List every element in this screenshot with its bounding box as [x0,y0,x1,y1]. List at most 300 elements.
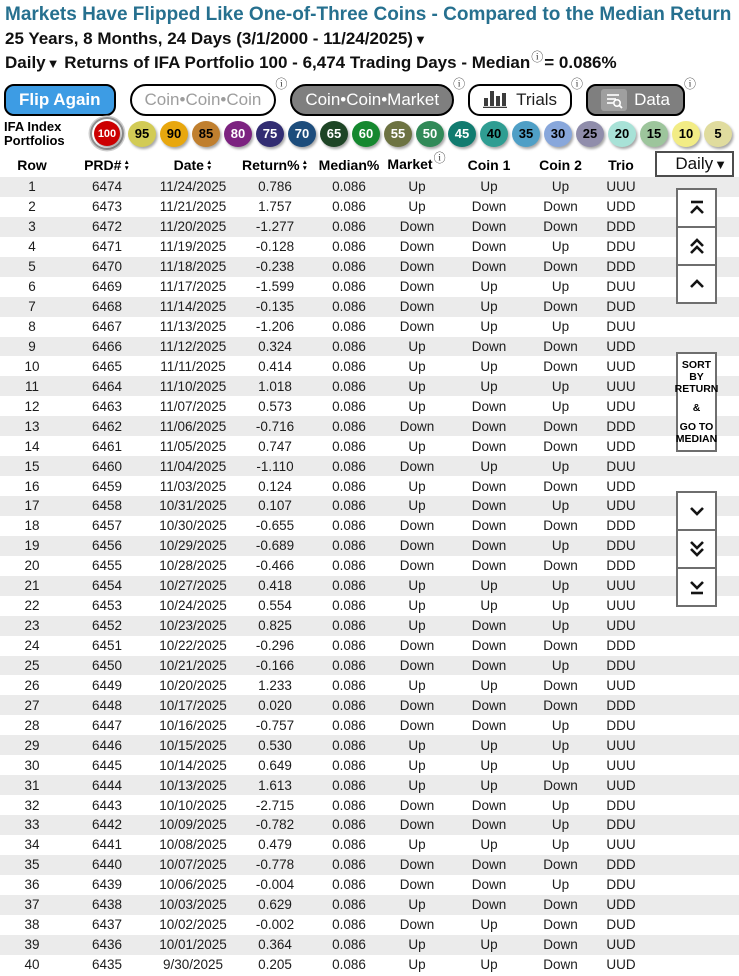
cell-date: 10/06/2025 [159,877,227,893]
sort-by-return-button[interactable]: SORT BY RETURN & GO TO MEDIAN [676,352,717,452]
cell-trio: UUU [606,179,636,195]
cell-spacer [649,775,739,795]
document-search-icon [601,89,627,111]
cell-median: 0.086 [332,618,366,634]
cell-return: 0.414 [258,358,292,374]
cell-return: -0.128 [255,239,295,255]
cell-spacer [649,875,739,895]
data-button[interactable] [586,84,685,116]
scroll-down-button[interactable] [676,491,717,531]
table-row [0,955,739,975]
cell-prd: 6447 [91,717,123,733]
cell-median: 0.086 [332,498,366,514]
cell-prd: 6440 [91,857,123,873]
table-row [0,476,739,496]
cell-median: 0.086 [332,757,366,773]
cell-median: 0.086 [332,398,366,414]
cell-coin1: Up [480,777,498,793]
cell-coin1: Up [480,378,498,394]
cell-row: 34 [24,837,40,853]
cell-trio: DDU [606,657,636,673]
cell-median: 0.086 [332,777,366,793]
cell-coin2: Down [543,917,578,933]
cell-coin2: Up [551,398,570,414]
cell-coin2: Down [543,358,578,374]
cell-median: 0.086 [332,937,366,953]
cell-market: Up [408,398,426,414]
info-icon[interactable]: ⓘ [571,77,584,91]
cell-date: 10/29/2025 [159,538,227,554]
coin-coin-market-button[interactable]: Coin•Coin•Market [290,84,454,116]
cell-market: Down [399,717,435,733]
cell-return: 0.364 [258,937,292,953]
cell-coin2: Down [543,199,578,215]
cell-median: 0.086 [332,179,366,195]
cell-coin1: Down [471,239,507,255]
cell-row: 14 [24,438,40,454]
cell-coin1: Down [471,717,507,733]
portfolio-selector [4,117,732,150]
table-row [0,396,739,416]
table-row [0,815,739,835]
cell-spacer [649,456,739,476]
table-row [0,337,739,357]
cell-trio: DDD [606,418,636,434]
cell-coin1: Up [480,737,498,753]
table-row [0,735,739,755]
cell-date: 10/15/2025 [159,737,227,753]
scroll-top-button[interactable] [676,188,717,228]
cell-date: 11/07/2025 [159,398,227,414]
cell-prd: 6461 [91,438,123,454]
portfolio-40[interactable]: 40 [480,121,508,147]
cell-trio: UDU [606,398,636,414]
cell-spacer [649,695,739,715]
cell-date: 10/22/2025 [159,638,227,654]
cell-trio: DDD [606,638,636,654]
table-row [0,755,739,775]
coin-coin-coin-button[interactable]: Coin•Coin•Coin [130,84,277,116]
cell-trio: DDD [606,697,636,713]
cell-coin2: Up [551,817,570,833]
cell-market: Down [399,657,435,673]
cell-date: 10/21/2025 [159,657,227,673]
caret-down-icon: ▼ [413,32,427,47]
cell-return: -0.135 [255,299,295,315]
cell-median: 0.086 [332,857,366,873]
cell-return: 0.554 [258,598,292,614]
cell-prd: 6462 [91,418,123,434]
table-row [0,317,739,337]
cell-coin2: Up [551,877,570,893]
cell-market: Down [399,558,435,574]
cell-coin2: Down [543,957,578,973]
cell-median: 0.086 [332,837,366,853]
cell-market: Down [399,418,435,434]
cell-coin1: Down [471,797,507,813]
cell-median: 0.086 [332,358,366,374]
cell-return: -0.004 [255,877,295,893]
cell-prd: 6436 [91,937,123,953]
cell-median: 0.086 [332,638,366,654]
cell-prd: 6450 [91,657,123,673]
cell-prd: 6473 [91,199,123,215]
cell-market: Up [408,837,426,853]
cell-market: Down [399,817,435,833]
cell-market: Down [399,259,435,275]
table-row [0,795,739,815]
cell-return: -0.166 [255,657,295,673]
caret-down-icon: ▼ [46,56,60,71]
cell-coin1: Up [480,578,498,594]
cell-median: 0.086 [332,438,366,454]
cell-spacer [649,835,739,855]
cell-row: 6 [28,279,36,295]
table-row [0,616,739,636]
cell-coin2: Up [551,598,570,614]
table-row [0,636,739,656]
cell-coin2: Up [551,657,570,673]
trials-button[interactable] [468,84,572,116]
flip-again-button[interactable]: Flip Again [4,84,116,116]
cell-trio: UDU [606,498,636,514]
cell-coin1: Down [471,338,507,354]
cell-median: 0.086 [332,797,366,813]
table-row [0,436,739,456]
info-icon[interactable]: ⓘ [275,77,288,91]
table-row [0,576,739,596]
cell-trio: UDD [606,478,636,494]
cell-prd: 6437 [91,917,123,933]
cell-median: 0.086 [332,538,366,554]
table-row [0,356,739,376]
portfolio-5[interactable]: 5 [704,121,732,147]
portfolio-75[interactable]: 75 [256,121,284,147]
info-icon[interactable]: ⓘ [453,77,466,91]
cell-row: 18 [24,518,40,534]
cell-coin1: Up [480,837,498,853]
cell-return: -0.655 [255,518,295,534]
cell-market: Up [408,618,426,634]
table-row [0,656,739,676]
column-header-prd[interactable]: PRD# ▲ ▼ [84,156,130,173]
scroll-down-group [676,491,717,607]
cell-prd: 6460 [91,458,123,474]
cell-date: 9/30/2025 [162,957,224,973]
chevron-down-bar-icon [686,576,708,598]
cell-market: Up [408,199,426,215]
cell-prd: 6443 [91,797,123,813]
cell-trio: UDD [606,338,636,354]
table-row [0,376,739,396]
cell-trio: DDU [606,797,636,813]
portfolio-45[interactable]: 45 [448,121,476,147]
cell-return: 1.757 [258,199,292,215]
period-summary[interactable] [5,27,735,51]
cell-row: 1 [28,179,36,195]
sort-icon: ▲ ▼ [123,159,130,172]
cell-coin2: Up [551,757,570,773]
median-value: = 0.086% [544,53,617,72]
period-text: 25 Years, 8 Months, 24 Days (3/1/2000 - 11/24/2025) [5,29,413,48]
table-body [0,177,739,975]
cell-return: 0.479 [258,837,292,853]
cell-market: Up [408,578,426,594]
cell-coin1: Down [471,618,507,634]
cell-median: 0.086 [332,817,366,833]
cell-date: 10/17/2025 [159,697,227,713]
page-down-button[interactable] [676,529,717,569]
info-icon[interactable]: ⓘ [683,77,696,91]
portfolio-55[interactable]: 55 [384,121,412,147]
cell-coin2: Down [543,338,578,354]
chevron-up-bar-icon [686,197,708,219]
cell-return: -0.757 [255,717,295,733]
cell-row: 13 [24,418,40,434]
column-header-trio: Trio [608,156,634,173]
cell-date: 11/11/2025 [160,358,226,374]
portfolio-90[interactable]: 90 [160,121,188,147]
cell-market: Up [408,737,426,753]
returns-summary [5,51,735,76]
portfolio-100[interactable]: 100 [94,121,120,146]
cell-prd: 6444 [91,777,123,793]
cell-row: 29 [24,737,40,753]
cell-spacer [649,735,739,755]
table-row [0,177,739,197]
column-header-date[interactable]: Date ▲ ▼ [173,156,213,173]
cell-coin1: Up [480,598,498,614]
cell-spacer [649,755,739,775]
cell-trio: UUU [606,837,636,853]
table-row [0,835,739,855]
table-row [0,536,739,556]
sort-icon: ▲ ▼ [301,159,308,172]
cell-return: -0.238 [255,259,295,275]
cell-return: 1.613 [258,777,292,793]
cell-coin2: Up [551,618,570,634]
cell-row: 31 [24,777,40,793]
cell-spacer [649,855,739,875]
cell-trio: UUD [606,358,636,374]
cell-market: Up [408,757,426,773]
cell-prd: 6463 [91,398,123,414]
cell-coin2: Down [543,937,578,953]
table-row [0,237,739,257]
cell-coin1: Down [471,697,507,713]
cell-market: Up [408,438,426,454]
caret-down-icon: ▼ [714,156,727,172]
cell-row: 26 [24,677,40,693]
cell-return: -0.296 [255,638,295,654]
portfolio-85[interactable]: 85 [192,121,220,147]
cell-row: 17 [24,498,40,514]
cell-row: 16 [24,478,40,494]
cell-prd: 6438 [91,897,123,913]
portfolio-95[interactable]: 95 [128,121,156,147]
cell-market: Down [399,518,435,534]
cell-median: 0.086 [332,279,366,295]
cell-coin1: Up [480,937,498,953]
cell-date: 11/24/2025 [159,179,227,195]
table-row [0,915,739,935]
cell-market: Up [408,598,426,614]
cell-row: 20 [24,558,40,574]
portfolio-60[interactable]: 60 [352,121,380,147]
cell-coin2: Up [551,797,570,813]
cell-median: 0.086 [332,558,366,574]
cell-coin1: Down [471,259,507,275]
cell-coin2: Up [551,737,570,753]
cell-market: Up [408,498,426,514]
market-info-icon[interactable]: ⓘ [433,151,446,165]
cell-market: Down [399,638,435,654]
page-header [5,2,735,76]
cell-market: Down [399,857,435,873]
cell-row: 25 [24,657,40,673]
cell-date: 10/14/2025 [159,757,227,773]
table-header-row [0,152,739,177]
cell-coin2: Up [551,279,570,295]
cell-trio: DDU [606,817,636,833]
cell-market: Up [408,179,426,195]
cell-trio: UDU [606,618,636,634]
cell-prd: 6457 [91,518,123,534]
cell-trio: DDD [606,219,636,235]
cell-date: 10/08/2025 [159,837,227,853]
cell-return: 0.825 [258,618,292,634]
cell-row: 23 [24,618,40,634]
cell-row: 12 [24,398,40,414]
column-header-market: Marketⓘ [387,151,446,172]
sort-icon: ▲ ▼ [205,159,213,172]
cell-market: Up [408,677,426,693]
cell-date: 10/20/2025 [159,677,227,693]
cell-trio: DUU [606,279,636,295]
portfolio-15[interactable]: 15 [640,121,668,147]
cell-row: 21 [24,578,40,594]
double-chevron-down-icon [686,538,708,560]
cell-coin1: Up [480,757,498,773]
cell-coin2: Down [543,418,578,434]
page-up-button[interactable] [676,226,717,266]
table-row [0,456,739,476]
cell-coin2: Up [551,717,570,733]
cell-date: 10/01/2025 [159,937,227,953]
table-frequency-dropdown[interactable]: Daily ▼ [655,151,734,177]
cell-median: 0.086 [332,259,366,275]
cell-coin1: Down [471,897,507,913]
cell-row: 38 [24,917,40,933]
cell-return: -2.715 [255,797,295,813]
column-header-return[interactable]: Return% ▲ ▼ [242,156,308,173]
table-row [0,715,739,735]
portfolio-80[interactable]: 80 [224,121,252,147]
portfolio-10[interactable]: 10 [672,121,700,147]
cell-median: 0.086 [332,239,366,255]
table-row [0,675,739,695]
frequency-dropdown[interactable]: Daily▼ [5,53,60,72]
median-info-icon[interactable]: ⓘ [531,50,544,64]
portfolio-30[interactable]: 30 [544,121,572,147]
toolbar [4,77,696,116]
portfolio-25[interactable]: 25 [576,121,604,147]
cell-median: 0.086 [332,697,366,713]
cell-date: 10/02/2025 [159,917,227,933]
cell-median: 0.086 [332,299,366,315]
cell-prd: 6446 [91,737,123,753]
portfolio-70[interactable]: 70 [288,121,316,147]
cell-coin1: Down [471,199,507,215]
cell-date: 11/18/2025 [159,259,227,275]
cell-median: 0.086 [332,578,366,594]
portfolio-20[interactable]: 20 [608,121,636,147]
cell-coin2: Down [543,897,578,913]
cell-coin1: Down [471,498,507,514]
cell-date: 10/10/2025 [159,797,227,813]
cell-prd: 6468 [91,299,123,315]
cell-return: 0.649 [258,757,292,773]
cell-date: 10/31/2025 [159,498,227,514]
cell-median: 0.086 [332,897,366,913]
cell-spacer [649,955,739,975]
cell-coin1: Up [480,179,498,195]
cell-prd: 6469 [91,279,123,295]
cell-market: Down [399,877,435,893]
cell-trio: UUU [606,757,636,773]
cell-prd: 6441 [91,837,123,853]
cell-market: Down [399,219,435,235]
scroll-up-button[interactable] [676,264,717,304]
cell-spacer [649,815,739,835]
cell-coin2: Down [543,219,578,235]
scroll-bottom-button[interactable] [676,567,717,607]
cell-trio: DUD [606,299,636,315]
cell-trio: DDD [606,558,636,574]
cell-prd: 6442 [91,817,123,833]
cell-row: 27 [24,697,40,713]
cell-date: 10/24/2025 [159,598,227,614]
portfolio-65[interactable]: 65 [320,121,348,147]
cell-median: 0.086 [332,917,366,933]
cell-date: 11/13/2025 [159,319,227,335]
cell-row: 40 [24,957,40,973]
data-label: Data [634,90,670,109]
cell-return: 0.020 [258,697,292,713]
cell-coin1: Down [471,418,507,434]
cell-date: 11/17/2025 [159,279,227,295]
cell-coin1: Up [480,358,498,374]
portfolio-35[interactable]: 35 [512,121,540,147]
cell-median: 0.086 [332,657,366,673]
portfolio-50[interactable]: 50 [416,121,444,147]
cell-median: 0.086 [332,877,366,893]
cell-date: 10/28/2025 [159,558,227,574]
cell-coin2: Down [543,259,578,275]
cell-market: Up [408,378,426,394]
cell-return: -1.110 [256,458,294,474]
cell-row: 11 [24,378,39,394]
cell-spacer [649,656,739,676]
cell-return: 0.324 [258,338,292,354]
cell-return: -1.206 [255,319,295,335]
cell-coin2: Down [543,438,578,454]
table-row [0,895,739,915]
cell-coin2: Down [543,299,578,315]
cell-return: -0.466 [255,558,295,574]
cell-coin1: Down [471,817,507,833]
cell-coin2: Down [543,518,578,534]
